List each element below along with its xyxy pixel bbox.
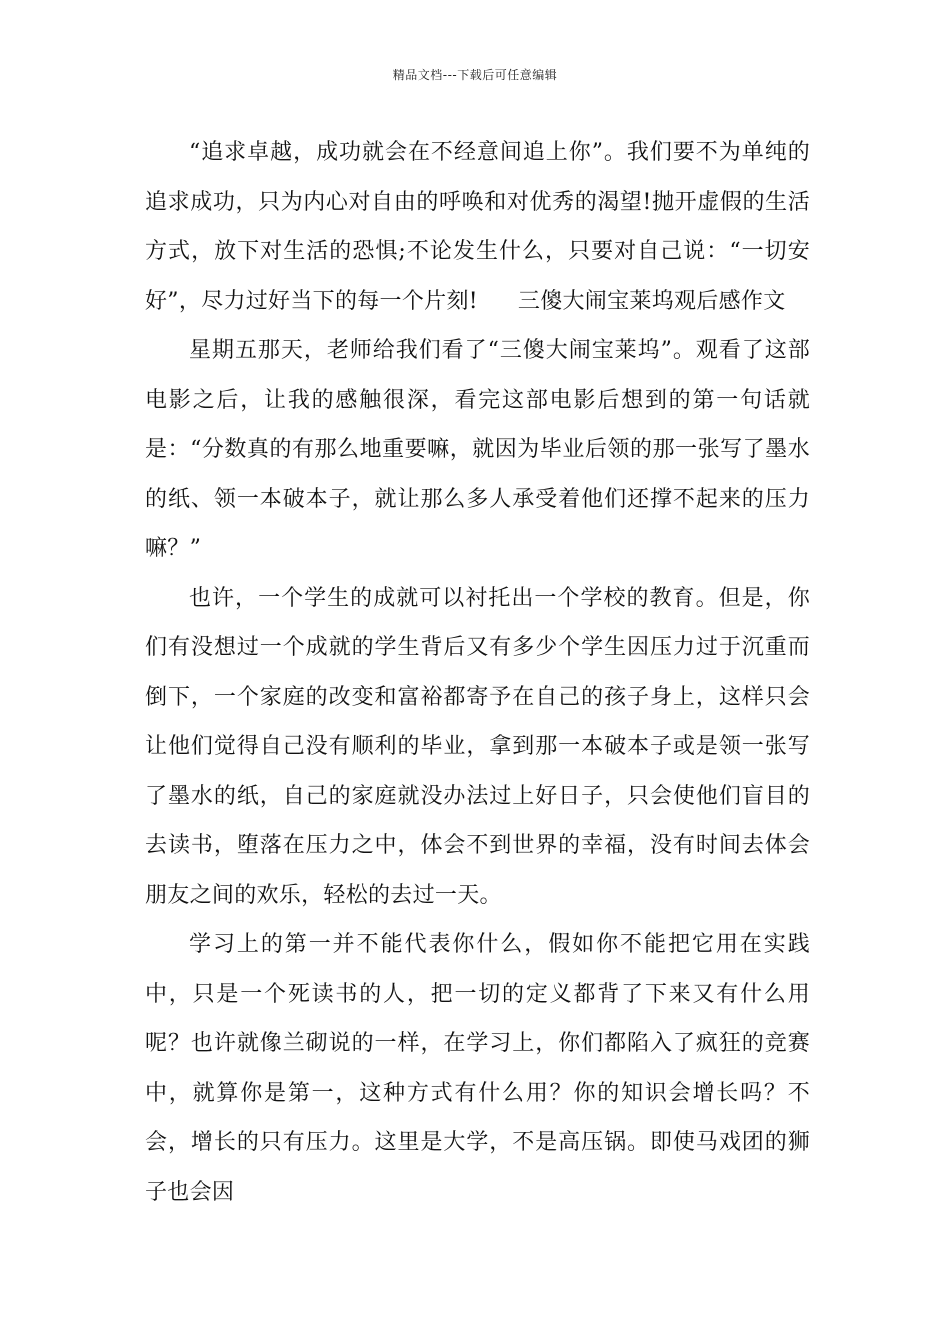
paragraph-3: [145, 574, 810, 921]
essay-title: 三傻大闹宝莱坞观后感作文: [517, 288, 786, 314]
paragraph-1-text: “追求卓越，成功就会在不经意间追上你”。我们要不为单纯的追求成功，只为内心对自由的呼唤和对优秀的渴望!抛开虚假的生活方式，放下对生活的恐惧;不论发生什么，只要对自己说：“一切安好”，尽力过好当下的每一个片刻!: [145, 140, 810, 314]
page-header: 精品文档---下载后可任意编辑: [392, 68, 558, 82]
paragraph-2-text: 星期五那天，老师给我们看了“三傻大闹宝莱坞”。观看了这部电影之后，让我的感触很深，看完这部电影后想到的第一句话就是：“分数真的有那么地重要嘛，就因为毕业后领的那一张写了墨水的纸、领一本破本子，就让那么多人承受着他们还撑不起来的压力嘛？”: [145, 338, 810, 561]
paragraph-2: [145, 326, 810, 574]
paragraph-4: [145, 920, 810, 1217]
paragraph-1: [145, 128, 810, 326]
paragraph-3-text: 也许，一个学生的成就可以衬托出一个学校的教育。但是，你们有没想过一个成就的学生背后又有多少个学生因压力过于沉重而倒下，一个家庭的改变和富裕都寄予在自己的孩子身上，这样只会让他们觉得自己没有顺利的毕业，拿到那一本破本子或是领一张写了墨水的纸，自己的家庭就没办法过上好日子，只会使他们盲目的去读书，堕落在压力之中，体会不到世界的幸福，没有时间去体会朋友之间的欢乐，轻松的去过一天。: [145, 585, 810, 908]
document-body: [145, 128, 810, 1217]
paragraph-4-text: 学习上的第一并不能代表你什么，假如你不能把它用在实践中，只是一个死读书的人，把一切的定义都背了下来又有什么用呢？也许就像兰砌说的一样，在学习上，你们都陷入了疯狂的竞赛中，就算你是第一，这种方式有什么用？你的知识会增长吗？不会，增长的只有压力。这里是大学，不是高压锅。即使马戏团的狮子也会因: [145, 932, 810, 1205]
